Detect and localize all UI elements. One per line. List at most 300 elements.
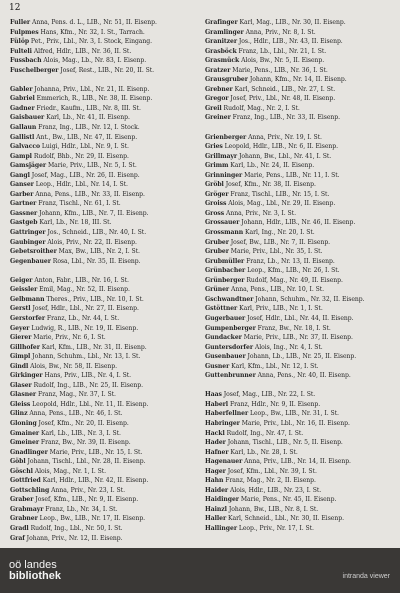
entry-details: Johann, Tischl., LIB., Nr. 5, II. Eisenp. (225, 439, 343, 447)
entry-details: Josef, Kfm., Lbl., Nr. 39, I. St. (225, 467, 317, 475)
directory-entry (10, 228, 200, 238)
entry-name: Grabmayr (10, 505, 44, 513)
entry-name: Grünberger (205, 276, 245, 284)
entry-name: Gmainer (10, 429, 40, 437)
directory-entry (205, 37, 395, 47)
entry-name: Grüner (205, 286, 230, 294)
entry-details: Johann, Lb., LIB., Nr. 25, II. Eisenp. (245, 353, 357, 361)
entry-name: Haider (205, 486, 229, 494)
entry-name: Haidinger (205, 496, 239, 504)
entry-name: Gusenbauer (205, 353, 246, 361)
directory-entry (10, 28, 200, 38)
page-number: 12 (9, 3, 21, 13)
directory-entry (10, 257, 200, 267)
entry-name: Grasböck (205, 47, 237, 55)
entry-details: Hans, Kfm., Nr. 32, I. St., Tarrach. (38, 28, 145, 36)
directory-entry (10, 314, 200, 324)
directory-entry (205, 152, 395, 162)
entry-name: Gries (205, 143, 223, 151)
entry-details: Alois, Bw., Nr. 5, II. Eisenp. (239, 57, 325, 65)
directory-entry (205, 209, 395, 219)
directory-entry (205, 18, 395, 28)
entry-details: Rudolf, Ing., Lbl., Nr. 50, I. St. (28, 524, 123, 532)
entry-details: Marie, Pens., LIB., Nr. 36, I. St. (230, 66, 328, 74)
entry-details: Luigi, Hdlr., Lbl., Nr. 9, I. St. (40, 143, 129, 151)
entry-name: Gross (205, 209, 225, 217)
entry-name: Groiss (205, 200, 227, 208)
entry-name: Gusner (205, 362, 230, 370)
directory-entry (205, 476, 395, 486)
directory-entry (205, 409, 395, 419)
directory-entry (10, 113, 200, 123)
directory-entry (205, 448, 395, 458)
entry-name: Gruber (205, 238, 229, 246)
entry-name: Garber (10, 190, 34, 198)
directory-entry (10, 419, 200, 429)
entry-details: Alois, Hdlr., LIB., Nr. 23, I. St. (228, 486, 322, 494)
entry-details: Johann, Kfm., LIB., Nr. 7, II. Eisenp. (37, 209, 149, 217)
directory-entry (10, 85, 200, 95)
directory-entry (10, 37, 200, 47)
entry-name: Gratzer (205, 66, 231, 74)
entry-name: Geissler (10, 286, 38, 294)
entry-name: Grabner (10, 515, 38, 523)
entry-details: Leop., Kfm., LIB., Nr. 26, I. St. (245, 267, 340, 275)
directory-entry (10, 142, 200, 152)
directory-entry (205, 257, 395, 267)
directory-entry (10, 47, 200, 57)
entry-name: Gebetsroither (10, 248, 57, 256)
entry-details: Karl, Schneid., LIB., Nr. 27, I. St. (232, 85, 336, 93)
entry-name: Gimpl (10, 353, 31, 361)
entry-details: Josef, Rest., LIB., Nr. 20, II. St. (58, 66, 155, 74)
entry-details: Alfred, Hdlr., LIB., Nr. 36, II. St. (31, 47, 132, 55)
entry-details: Leop., Hdlr., Lbl., Nr. 14, I. St. (33, 181, 128, 189)
directory-entry (205, 343, 395, 353)
entry-details: Rudolf, Mag., Nr. 49, II. Eisenp. (244, 276, 343, 284)
directory-entry (10, 343, 200, 353)
entry-name: Grünbacher (205, 267, 246, 275)
left-column (10, 18, 200, 543)
directory-entry (205, 238, 395, 248)
entry-details: Anna, Pens., LIB., Nr. 33, II. Eisenp. (33, 190, 145, 198)
entry-name: Grimm (205, 162, 229, 170)
directory-entry (10, 295, 200, 305)
entry-details: Karl, Lb., Nr. 28, I. St. (228, 448, 298, 456)
directory-entry (205, 352, 395, 362)
directory-entry (10, 123, 200, 133)
directory-entry (205, 228, 395, 238)
entry-name: Geyer (10, 324, 30, 332)
entry-name: Fulpmes (10, 28, 39, 36)
directory-entry (10, 171, 200, 181)
directory-entry (205, 285, 395, 295)
entry-name: Hagenauer (205, 458, 243, 466)
entry-details: Josef, Priv., Lbl., Nr. 48, II. Eisenp. (228, 95, 336, 103)
entry-details: Karl, Hdlr., LIB., Nr. 42, II. Eisenp. (40, 477, 149, 485)
entry-details: Josef, Kfm., Nr. 20, II. Eisenp. (36, 419, 129, 427)
entry-name: Gerstl (10, 305, 31, 313)
entry-name: Ganser (10, 181, 34, 189)
directory-entry (10, 276, 200, 286)
directory-entry (10, 524, 200, 534)
directory-entry (10, 66, 200, 76)
entry-name: Gaubinger (10, 238, 46, 246)
directory-entry (205, 429, 395, 439)
entry-name: Gröbl (205, 181, 224, 189)
entry-name: Gugerbauer (205, 314, 246, 322)
entry-details: Karl, Mag., LIB., Nr. 30, II. Eisenp. (237, 19, 346, 26)
entry-details: Johann, Schuhm., Nr. 32, II. Eisenp. (253, 295, 365, 303)
entry-details: Alois, Ing., Nr. 4, I. St. (253, 343, 323, 351)
directory-entry (205, 495, 395, 505)
directory-entry (10, 381, 200, 391)
entry-details: Ludwig, R., LIB., Nr. 19, II. Eisenp. (29, 324, 139, 332)
directory-entry (205, 390, 395, 400)
directory-entry (10, 486, 200, 496)
entry-name: Galvacco (10, 143, 41, 151)
entry-details: Alois, Mag., Lbl., Nr. 29, II. Eisenp. (226, 200, 336, 208)
entry-name: Hackl (205, 429, 225, 437)
directory-entry (10, 238, 200, 248)
entry-details: Josef, Kfm., Nr. 38, II. Eisenp. (223, 181, 316, 189)
directory-entry (10, 429, 200, 439)
directory-entry (10, 152, 200, 162)
directory-entry (10, 180, 200, 190)
directory-entry (205, 304, 395, 314)
entry-details: Anton, Fabr., LIB., Nr. 16, I. St. (32, 276, 129, 284)
entry-details: Johann, Tischl., Lbl., Nr. 28, II. Eisenp. (25, 458, 146, 466)
entry-details: Anna, Pens., LIB., Nr. 46, I. St. (27, 410, 123, 418)
directory-entry (205, 56, 395, 66)
entry-details: Leopold, Hdlr., Lbl., Nr. 11, II. Eisenp. (30, 400, 149, 408)
directory-entry (205, 190, 395, 200)
entry-details: Marie, Priv., LIB., Nr. 15, I. St. (47, 448, 143, 456)
entry-name: Gstöttner (205, 305, 238, 313)
entry-details: Rudolf, Ing., Nr. 47, I. St. (224, 429, 304, 437)
entry-name: Gattringer (10, 229, 46, 237)
entry-details: Franz, Tischl., LIB., Nr. 15, I. St. (228, 190, 330, 198)
directory-entry (205, 104, 395, 114)
entry-name: Girkinger (10, 372, 43, 380)
directory-entry (10, 495, 200, 505)
directory-entry (205, 75, 395, 85)
entry-name: Gottschling (10, 486, 50, 494)
entry-details: Franz, Lb., Nr. 44, I. St. (45, 314, 120, 322)
entry-details: Friedr., Kaufm., LIB., Nr. 8, III. St. (34, 104, 141, 112)
entry-name: Gartner (10, 200, 37, 208)
entry-details: Anna, Priv., Nr. 23, I. St. (49, 486, 125, 494)
entry-details: Johann, Bw., LIB., Nr. 8, I. St. (226, 505, 319, 513)
entry-details: Karl, Kfm., LIB., Nr. 31, II. Eisenp. (39, 343, 147, 351)
directory-entry (205, 113, 395, 123)
logo-line-2: bibliothek (9, 570, 61, 582)
entry-details: Leop., Bw., LIB., Nr. 17, II. Eisenp. (37, 515, 146, 523)
entry-details: Karl, Schneid., Lbl., Nr. 30, II. Eisenp. (226, 515, 344, 523)
directory-entry (10, 247, 200, 257)
entry-name: Hafner (205, 448, 229, 456)
entry-name: Hader (205, 439, 226, 447)
entry-details: Anna, Pens., Nr. 40, II. Eisenp. (255, 372, 351, 380)
entry-name: Habringer (205, 419, 240, 427)
directory-entry (205, 94, 395, 104)
entry-name: Gramlinger (205, 28, 244, 36)
entry-name: Gaisbauer (10, 114, 45, 122)
directory-entry (205, 247, 395, 257)
directory-entry (205, 123, 395, 133)
entry-name: Grafinger (205, 19, 238, 26)
entry-name: Gradl (10, 524, 29, 532)
entry-name: Gumpenberger (205, 324, 256, 332)
entry-name: Grubmüller (205, 257, 245, 265)
entry-details: Anna, Pens., LIB., Nr. 10, I. St. (229, 286, 325, 294)
entry-name: Gallistl (10, 133, 35, 141)
entry-name: Haberfellner (205, 410, 249, 418)
entry-details: Jos., Hdlr., LIB., Nr. 43, II. Eisenp. (237, 38, 343, 46)
entry-name: Haas (205, 391, 222, 399)
entry-name: Gregor (205, 95, 229, 103)
entry-details: Johann, Hdlr., LIB., Nr. 46, II. Eisenp. (239, 219, 356, 227)
directory-entry (205, 333, 395, 343)
entry-details: Josef, Mag., LIB., Nr. 26, II. Eisenp. (29, 171, 140, 179)
directory-entry (10, 457, 200, 467)
entry-name: Glaser (10, 381, 32, 389)
directory-entry (10, 438, 200, 448)
entry-details: Franz, Hdlr., Nr. 9, II. Eisenp. (228, 400, 321, 408)
entry-details: Franz, Ing., LIB., Nr. 12, I. Stock. (36, 124, 140, 132)
entry-name: Greil (205, 104, 222, 112)
entry-details: Franz, Mag., Nr. 37, I. St. (36, 391, 116, 399)
directory-entry (10, 400, 200, 410)
entry-name: Gampl (10, 152, 32, 160)
entry-name: Greiner (205, 114, 231, 122)
entry-name: Glinz (10, 410, 28, 418)
entry-name: Göschl (10, 467, 33, 475)
viewer-footer (0, 548, 400, 593)
directory-entry (205, 28, 395, 38)
directory-entry (205, 276, 395, 286)
entry-name: Gamsjäger (10, 162, 47, 170)
directory-entry (205, 524, 395, 534)
entry-name: Haberl (205, 400, 229, 408)
directory-entry (10, 56, 200, 66)
directory-entry (205, 266, 395, 276)
entry-name: Geiger (10, 276, 33, 284)
entry-name: Gerstorfer (10, 314, 46, 322)
entry-name: Guntersdorfer (205, 343, 253, 351)
directory-entry (205, 467, 395, 477)
directory-entry (10, 218, 200, 228)
directory-entry (10, 409, 200, 419)
directory-entry (205, 371, 395, 381)
entry-details: Anna, Priv., Nr. 8, I. St. (243, 28, 316, 36)
entry-name: Gloning (10, 419, 37, 427)
entry-details: Johann, Bw., Lbl., Nr. 41, I. St. (237, 152, 332, 160)
entry-details: Johanna, Priv., Lbl., Nr. 21, II. Eisenp. (32, 85, 150, 93)
entry-name: Gallaun (10, 124, 37, 132)
entry-details: Leop., Priv., Nr. 17, I. St. (236, 524, 314, 532)
entry-details: Marie, Priv., Lbl., Nr. 16, II. Eisenp. (239, 419, 350, 427)
entry-name: Gmeiner (10, 439, 40, 447)
directory-entry (10, 448, 200, 458)
entry-name: Gschwandtner (205, 295, 254, 303)
entry-details: Leopold, Hdlr., LIB., Nr. 6, II. Eisenp. (222, 143, 339, 151)
directory-entry (10, 467, 200, 477)
entry-details: Anna, Priv., Nr. 3, I. St. (224, 209, 296, 217)
entry-name: Gelbmann (10, 295, 45, 303)
directory-entry (205, 180, 395, 190)
directory-entry (205, 142, 395, 152)
entry-name: Grienberger (205, 133, 247, 141)
entry-details: Marie, Pens., LIB., Nr. 11, I. St. (242, 171, 340, 179)
directory-entry (10, 352, 200, 362)
directory-entry (205, 295, 395, 305)
directory-entry (10, 18, 200, 28)
entry-name: Fülöp (10, 38, 30, 46)
entry-name: Gottfried (10, 477, 41, 485)
directory-entry (10, 333, 200, 343)
directory-entry (10, 75, 200, 85)
directory-entry (205, 133, 395, 143)
entry-name: Granitzer (205, 38, 238, 46)
directory-entry (10, 209, 200, 219)
directory-entry (205, 85, 395, 95)
entry-details: Karl, Lb., Nr. 18, III. St. (37, 219, 112, 227)
entry-details: Franz, Tischl., Nr. 61, I. St. (36, 200, 121, 208)
entry-name: Graber (10, 496, 34, 504)
directory-entry (205, 381, 395, 391)
directory-entry (205, 171, 395, 181)
directory-entry (205, 324, 395, 334)
right-column (205, 18, 395, 534)
entry-details: Karl, Lb., Nr. 41, II. Eisenp. (44, 114, 130, 122)
entry-name: Grossmann (205, 229, 244, 237)
entry-details: Alois, Mag., Lb., Nr. 83, I. Eisenp. (41, 57, 147, 65)
entry-name: Gillhofer (10, 343, 40, 351)
directory-entry (205, 505, 395, 515)
entry-details: Franz, Lb., Lbl., Nr. 21, I. St. (236, 47, 327, 55)
entry-name: Gruber (205, 248, 229, 256)
entry-details: Marie, Pens., Nr. 45, II. Eisenp. (238, 496, 337, 504)
entry-details: Josef, Hdlr., Lbl., Nr. 27, II. Eisenp. (30, 305, 139, 313)
directory-entry (10, 190, 200, 200)
entry-name: Gabriel (10, 95, 35, 103)
entry-name: Fuller (10, 19, 31, 26)
entry-details: Alois, Bw., Nr. 58, II. Eisenp. (28, 362, 118, 370)
entry-name: Gastgeb (10, 219, 38, 227)
entry-details: Rosa, Lbl., Nr. 35, II. Eisenp. (50, 257, 141, 265)
entry-name: Grillmayr (205, 152, 238, 160)
entry-name: Göbl (10, 458, 26, 466)
entry-details: Johann, Kfm., Nr. 14, II. Eisenp. (247, 76, 347, 84)
entry-details: Franz, Mag., Nr. 2, II. Eisenp. (223, 477, 316, 485)
entry-details: Rudolf, Mag., Nr. 2, I. St. (221, 104, 300, 112)
entry-name: Hainzl (205, 505, 227, 513)
directory-entry (10, 161, 200, 171)
entry-name: Haller (205, 515, 227, 523)
library-logo[interactable] (9, 560, 61, 582)
directory-entry (10, 285, 200, 295)
entry-name: Gindl (10, 362, 29, 370)
entry-details: Marie, Priv., Lbl., Nr. 35, I. St. (228, 248, 323, 256)
directory-entry (10, 371, 200, 381)
entry-name: Gabler (10, 85, 33, 93)
entry-details: Franz, Bw., Nr. 39, II. Eisenp. (39, 439, 131, 447)
directory-entry (205, 457, 395, 467)
entry-name: Grinninger (205, 171, 243, 179)
entry-details: Alois, Priv., Nr. 22, II. Eisenp. (45, 238, 137, 246)
directory-entry (10, 514, 200, 524)
entry-details: Ant., Bw., LIB., Nr. 47, II. Eisenp. (34, 133, 138, 141)
entry-details: Franz, Ing., LIB., Nr. 33, II. Eisenp. (230, 114, 340, 122)
directory-entry (10, 104, 200, 114)
directory-entry (10, 534, 200, 544)
entry-details: Karl, Lb., Nr. 24, II. Eisenp. (228, 162, 315, 170)
entry-name: Gadner (10, 104, 35, 112)
directory-entry (205, 66, 395, 76)
entry-details: Josef, Kfm., LIB., Nr. 9, II. Eisenp. (33, 496, 139, 504)
entry-details: Josef, Mag., LIB., Nr. 22, I. St. (221, 391, 316, 399)
entry-details: Pet., Priv., Lbl., Nr. 3, I. Stock, Eingang. (29, 38, 152, 46)
entry-details: Anna, Pens. d. L., LIB., Nr. 51, II. Eisenp. (30, 19, 157, 26)
entry-name: Grossauer (205, 219, 240, 227)
entry-details: Jos., Schneid., LIB., Nr. 40, I. St. (45, 229, 147, 237)
entry-details: Leop., Bw., LIB., Nr. 31, I. St. (248, 410, 339, 418)
entry-details: Franz, Bw., Nr. 18, I. St. (255, 324, 331, 332)
directory-entry (10, 505, 200, 515)
entry-details: Johann, Priv., Nr. 12, II. Eisenp. (24, 534, 123, 542)
entry-name: Gegenbauer (10, 257, 51, 265)
entry-details: Marie, Priv., Nr. 6, I. St. (31, 334, 106, 342)
directory-entry (10, 476, 200, 486)
directory-entry (205, 199, 395, 209)
entry-details: Emmerich, R., LIB., Nr. 38, II. Eisenp. (34, 95, 153, 103)
directory-entry (10, 324, 200, 334)
entry-name: Gnadlinger (10, 448, 48, 456)
entry-details: Karl, Kfm., Lbl., Nr. 12, I. St. (229, 362, 319, 370)
entry-details: Franz, Lb., Nr. 13, II. Eisenp. (244, 257, 335, 265)
entry-details: Rudolf, Bhb., Nr. 29, II. Eisenp. (31, 152, 129, 160)
entry-details: Rudolf, Ing., LIB., Nr. 25, II. Eisenp. (31, 381, 144, 389)
directory-entry (10, 199, 200, 209)
directory-entry (10, 133, 200, 143)
entry-name: Gangl (10, 171, 30, 179)
entry-details: Karl, Ing., Nr. 20, I. St. (243, 229, 315, 237)
entry-details: Josef, Bw., LIB., Nr. 7, II. Eisenp. (228, 238, 331, 246)
entry-name: Fussbach (10, 57, 42, 65)
directory-entry (10, 266, 200, 276)
entry-details: Emil, Mag., Nr. 52, II. Eisenp. (37, 286, 130, 294)
entry-details: Max, Bw., LIB., Nr. 2, I. St. (56, 248, 140, 256)
logo-line-1: oö landes (9, 559, 57, 571)
directory-entry (205, 47, 395, 57)
entry-name: Glasner (10, 391, 37, 399)
entry-details: Anna, Priv., Nr. 19, I. St. (246, 133, 322, 141)
entry-name: Gierer (10, 334, 32, 342)
entry-details: Alois, Mag., Nr. 1, I. St. (32, 467, 107, 475)
entry-name: Gröger (205, 190, 229, 198)
directory-entry (10, 362, 200, 372)
entry-name: Hager (205, 467, 226, 475)
viewer-label[interactable]: intranda viewer (342, 573, 390, 580)
entry-name: Gassner (10, 209, 38, 217)
entry-name: Grasmück (205, 57, 240, 65)
entry-details: Karl, Lb., LIB., Nr. 3, I. St. (39, 429, 121, 437)
entry-name: Hallinger (205, 524, 237, 532)
entry-details: Anna, Priv., LIB., Nr. 14, II. Eisenp. (242, 458, 351, 466)
entry-name: Gleiss (10, 400, 31, 408)
entry-name: Guttenbrunner (205, 372, 256, 380)
